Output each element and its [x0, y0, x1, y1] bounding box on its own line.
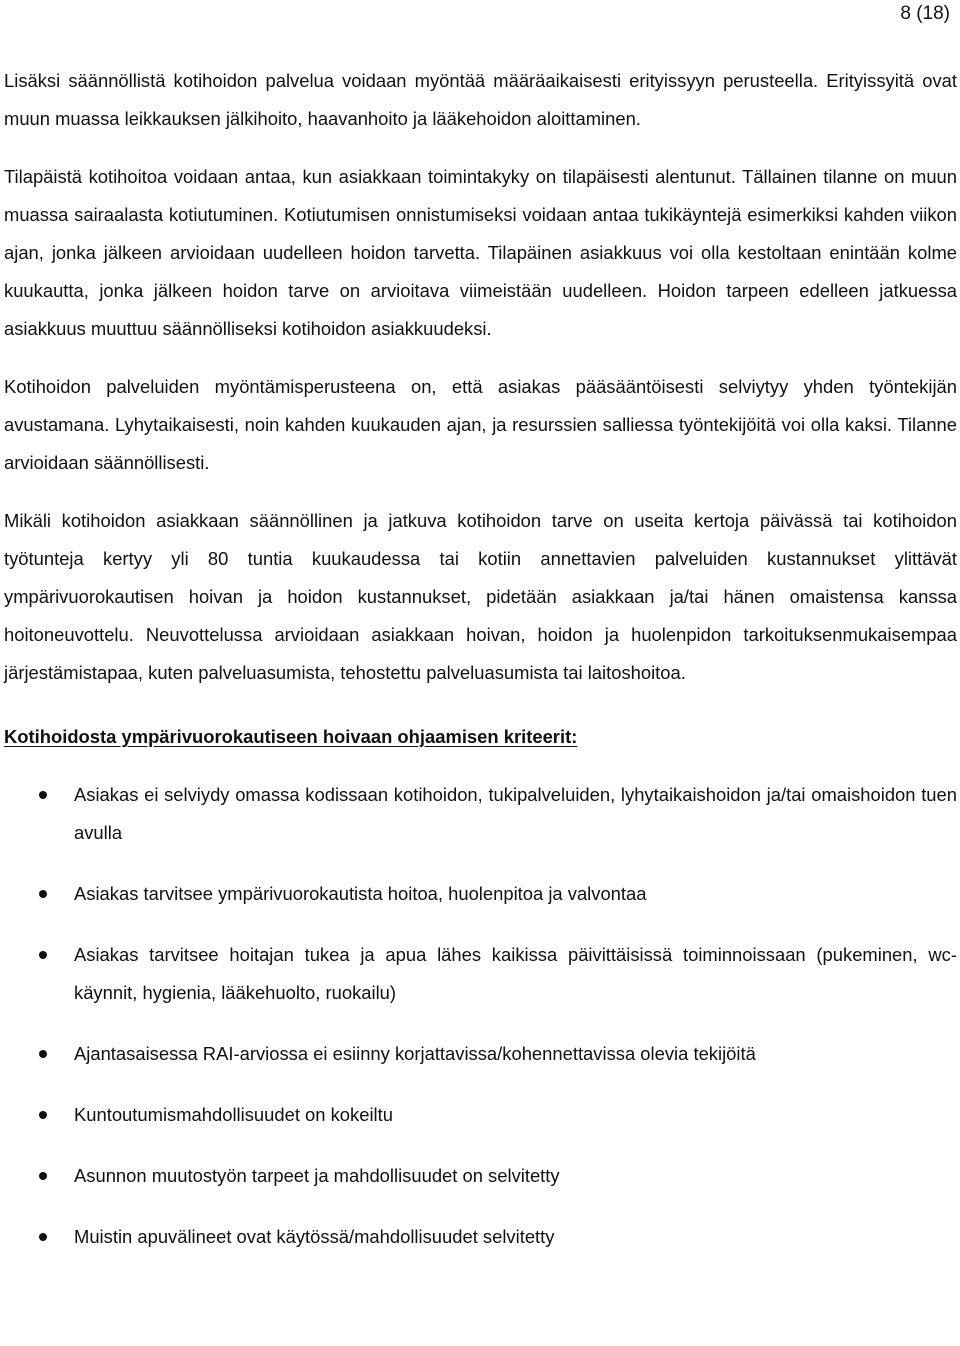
bullet-icon	[39, 890, 47, 898]
page-number: 8 (18)	[900, 3, 950, 24]
bullet-icon	[39, 1050, 47, 1058]
criteria-text: Muistin apuvälineet ovat käytössä/mahdollisuudet selvitetty	[74, 1226, 555, 1247]
criteria-item	[4, 936, 957, 1012]
section-heading-colon: :	[571, 726, 578, 747]
document-body	[4, 62, 957, 1279]
section-heading-text: Kotihoidosta ympärivuorokautiseen hoivaan ohjaamisen kriteerit	[4, 726, 572, 747]
bullet-icon	[39, 1111, 47, 1119]
criteria-item	[4, 1157, 957, 1195]
criteria-item	[4, 1096, 957, 1134]
criteria-text: Asunnon muutostyön tarpeet ja mahdollisuudet on selvitetty	[74, 1165, 560, 1186]
criteria-text: Asiakas ei selviydy omassa kodissaan kotihoidon, tukipalveluiden, lyhytaikaishoidon ja/tai omaishoidon tuen avulla	[74, 784, 957, 843]
criteria-text: Kuntoutumismahdollisuudet on kokeiltu	[74, 1104, 393, 1125]
bullet-icon	[39, 1233, 47, 1241]
criteria-list	[4, 776, 957, 1256]
criteria-text: Asiakas tarvitsee ympärivuorokautista hoitoa, huolenpitoa ja valvontaa	[74, 883, 647, 904]
section-heading	[4, 718, 957, 756]
criteria-item	[4, 875, 957, 913]
bullet-icon	[39, 1172, 47, 1180]
criteria-text: Ajantasaisessa RAI-arviossa ei esiinny korjattavissa/kohennettavissa olevia tekijöitä	[74, 1043, 756, 1064]
criteria-item	[4, 1218, 957, 1256]
criteria-text: Asiakas tarvitsee hoitajan tukea ja apua lähes kaikissa päivittäisissä toiminnoissaan (pukeminen, wc-käynnit, hygienia, lääkehuolto, ruokailu)	[74, 944, 957, 1003]
paragraph-care-negotiation: Mikäli kotihoidon asiakkaan säännöllinen ja jatkuva kotihoidon tarve on useita kertoja päivässä tai kotihoidon työtunteja kertyy yli 80 tuntia kuukaudessa tai kotiin annettavien palveluiden kustannukset ylittävät ympärivuorokautisen hoivan ja hoidon kustannukset, pidetään asiakkaan ja/tai hänen omaistensa kanssa hoitoneuvottelu. Neuvottelussa arvioidaan asiakkaan hoivan, hoidon ja huolenpidon tarkoituksenmukaisempaa järjestämistapaa, kuten palveluasumista, tehostettu palveluasumista tai laitoshoitoa.	[4, 510, 957, 683]
criteria-item	[4, 776, 957, 852]
criteria-item	[4, 1035, 957, 1073]
paragraph-grant-criteria: Kotihoidon palveluiden myöntämisperusteena on, että asiakas pääsääntöisesti selviytyy yhden työntekijän avustamana. Lyhytaikaisesti, noin kahden kuukauden ajan, ja resurssien salliessa työntekijöitä voi olla kaksi. Tilanne arvioidaan säännöllisesti.	[4, 376, 957, 473]
paragraph-temporary-care: Tilapäistä kotihoitoa voidaan antaa, kun asiakkaan toimintakyky on tilapäisesti alentunut. Tällainen tilanne on muun muassa sairaalasta kotiutuminen. Kotiutumisen onnistumiseksi voidaan antaa tukikäyntejä esimerkiksi kahden viikon ajan, jonka jälkeen arvioidaan uudelleen hoidon tarvetta. Tilapäinen asiakkuus voi olla kestoltaan enintään kolme kuukautta, jonka jälkeen hoidon tarve on arvioitava viimeistään uudelleen. Hoidon tarpeen edelleen jatkuessa asiakkuus muuttuu säännölliseksi kotihoidon asiakkuudeksi.	[4, 166, 957, 339]
bullet-icon	[39, 951, 47, 959]
paragraph-special-grounds: Lisäksi säännöllistä kotihoidon palvelua voidaan myöntää määräaikaisesti erityissyyn perusteella. Erityissyitä ovat muun muassa leikkauksen jälkihoito, haavanhoito ja lääkehoidon aloittaminen.	[4, 70, 957, 129]
bullet-icon	[39, 791, 47, 799]
